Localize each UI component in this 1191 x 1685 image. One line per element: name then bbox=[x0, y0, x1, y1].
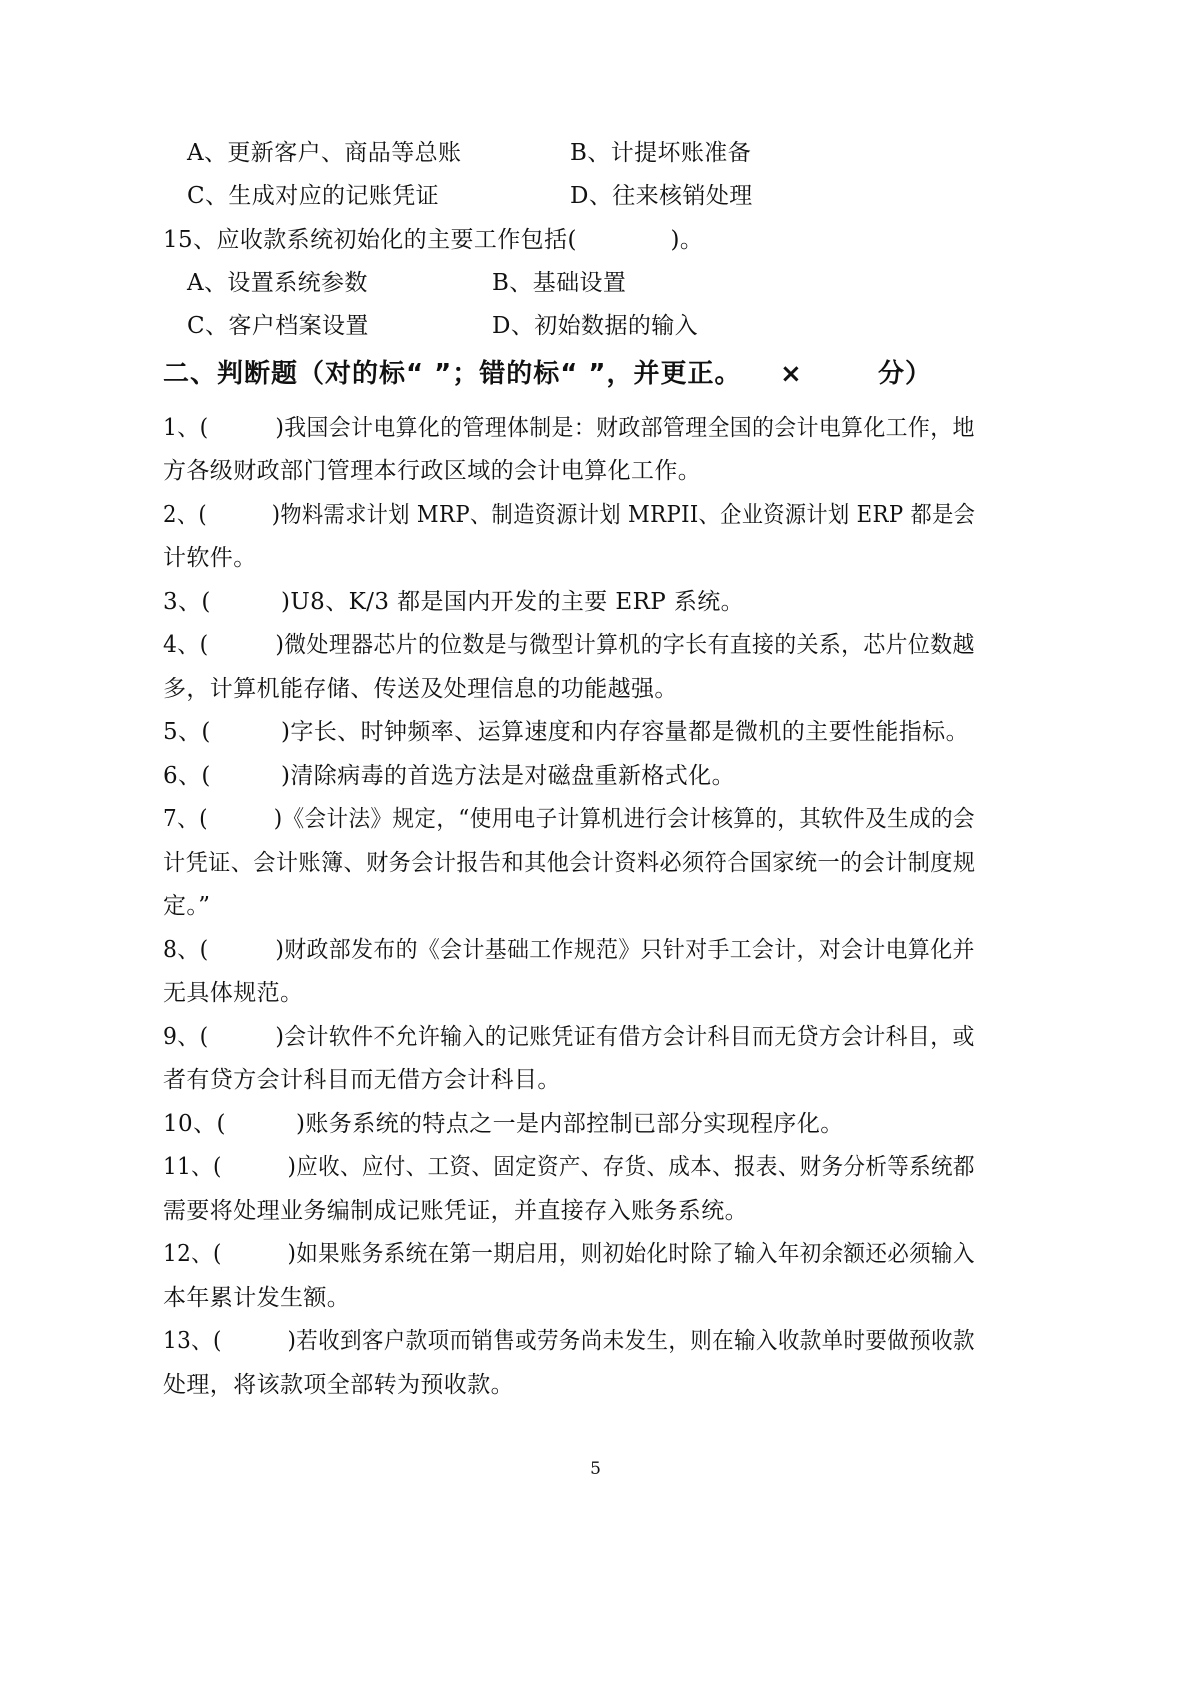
option-q14-c: C、生成对应的记账凭证 bbox=[187, 183, 439, 209]
item-line: 需要将处理业务编制成记账凭证，并直接存入账务系统。 bbox=[163, 1198, 748, 1224]
item-line: 方各级财政部门管理本行政区域的会计电算化工作。 bbox=[163, 458, 702, 484]
item-line: 6、( )清除病毒的首选方法是对磁盘重新格式化。 bbox=[163, 763, 735, 789]
section-heading-times: × bbox=[780, 359, 803, 389]
item-line: 9、( )会计软件不允许输入的记账凭证有借方会计科目而无贷方会计科目，或 bbox=[163, 1024, 975, 1050]
option-q14-a: A、更新客户、商品等总账 bbox=[187, 140, 462, 166]
item-line: 定。” bbox=[163, 893, 211, 919]
item-line: 计软件。 bbox=[163, 545, 257, 571]
item-line: 1、( )我国会计电算化的管理体制是：财政部管理全国的会计电算化工作，地 bbox=[163, 415, 975, 441]
item-line: 11、( )应收、应付、工资、固定资产、存货、成本、报表、财务分析等系统都 bbox=[163, 1154, 975, 1180]
item-line: 8、( )财政部发布的《会计基础工作规范》只针对手工会计，对会计电算化并 bbox=[163, 937, 975, 963]
question-15-stem: 15、应收款系统初始化的主要工作包括( )。 bbox=[163, 227, 704, 253]
item-line: 10、( )账务系统的特点之一是内部控制已部分实现程序化。 bbox=[163, 1111, 844, 1137]
item-line: 无具体规范。 bbox=[163, 980, 304, 1006]
item-line: 2、( )物料需求计划 MRP、制造资源计划 MRPII、企业资源计划 ERP 都是会 bbox=[163, 502, 976, 528]
option-q15-b: B、基础设置 bbox=[492, 270, 627, 296]
option-q14-b: B、计提坏账准备 bbox=[570, 140, 752, 166]
item-line: 4、( )微处理器芯片的位数是与微型计算机的字长有直接的关系，芯片位数越 bbox=[163, 632, 975, 658]
item-line: 者有贷方会计科目而无借方会计科目。 bbox=[163, 1067, 561, 1093]
item-line: 本年累计发生额。 bbox=[163, 1285, 351, 1311]
item-line: 多，计算机能存储、传送及处理信息的功能越强。 bbox=[163, 676, 678, 702]
option-q15-c: C、客户档案设置 bbox=[187, 313, 369, 339]
page-number: 5 bbox=[590, 1459, 601, 1479]
item-line: 处理，将该款项全部转为预收款。 bbox=[163, 1372, 514, 1398]
option-q15-a: A、设置系统参数 bbox=[187, 270, 368, 296]
item-line: 13、( )若收到客户款项而销售或劳务尚未发生，则在输入收款单时要做预收款 bbox=[163, 1328, 975, 1354]
item-line: 5、( )字长、时钟频率、运算速度和内存容量都是微机的主要性能指标。 bbox=[163, 719, 969, 745]
item-line: 12、( )如果账务系统在第一期启用，则初始化时除了输入年初余额还必须输入 bbox=[163, 1241, 975, 1267]
option-q15-d: D、初始数据的输入 bbox=[492, 313, 699, 339]
item-line: 3、( )U8、K/3 都是国内开发的主要 ERP 系统。 bbox=[163, 589, 745, 615]
item-line: 7、( )《会计法》规定，“使用电子计算机进行会计核算的，其软件及生成的会 bbox=[163, 806, 975, 832]
item-line: 计凭证、会计账簿、财务会计报告和其他会计资料必须符合国家统一的会计制度规 bbox=[163, 850, 976, 876]
section-heading: 二、判断题（对的标“ ”；错的标“ ”，并更正。 bbox=[163, 359, 742, 389]
section-heading-points: 分） bbox=[878, 359, 933, 389]
option-q14-d: D、往来核销处理 bbox=[570, 183, 753, 209]
